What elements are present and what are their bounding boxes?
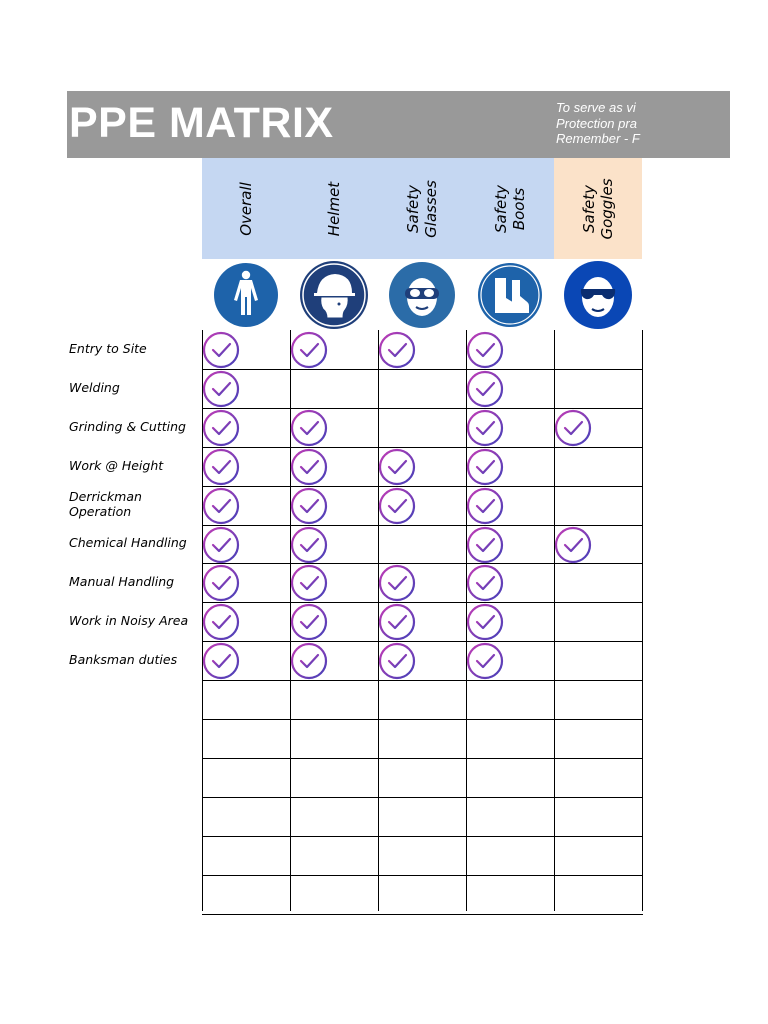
- row-label: Manual Handling: [69, 574, 175, 589]
- check-mark-icon: [466, 642, 504, 680]
- banner-note: [556, 100, 642, 147]
- check-mark-icon: [378, 564, 416, 602]
- check-mark-icon: [554, 409, 592, 447]
- check-mark-icon: [290, 642, 328, 680]
- row-label: Work @ Height: [69, 458, 164, 473]
- row-label: Derrickman Operation: [69, 489, 142, 519]
- grid-row-divider: [202, 680, 643, 681]
- title-banner: [67, 91, 730, 158]
- check-mark-icon: [202, 448, 240, 486]
- check-mark-icon: [202, 487, 240, 525]
- check-mark-icon: [466, 564, 504, 602]
- check-mark-icon: [290, 487, 328, 525]
- column-header-label: Safety Boots: [492, 184, 528, 233]
- check-mark-icon: [466, 448, 504, 486]
- column-header-safety-goggles: [554, 158, 642, 259]
- check-mark-icon: [290, 448, 328, 486]
- check-mark-icon: [290, 603, 328, 641]
- row-label: Grinding & Cutting: [69, 419, 186, 434]
- check-mark-icon: [290, 564, 328, 602]
- row-label: Entry to Site: [69, 341, 147, 356]
- check-mark-icon: [290, 331, 328, 369]
- check-mark-icon: [466, 603, 504, 641]
- column-header-label: Safety Glasses: [404, 179, 440, 238]
- grid-row-divider: [202, 641, 643, 642]
- check-mark-icon: [378, 331, 416, 369]
- check-mark-icon: [202, 409, 240, 447]
- check-mark-icon: [466, 487, 504, 525]
- check-mark-icon: [290, 409, 328, 447]
- column-header-label: Helmet: [325, 181, 343, 236]
- banner-note-line: Remember - F: [556, 131, 640, 146]
- grid-row-divider: [202, 602, 643, 603]
- column-icon-cell: [290, 259, 378, 331]
- grid-row-divider: [202, 914, 643, 915]
- grid-row-divider: [202, 447, 643, 448]
- grid-row-divider: [202, 369, 643, 370]
- check-mark-icon: [378, 487, 416, 525]
- column-header-helmet: [290, 158, 378, 259]
- check-mark-icon: [554, 526, 592, 564]
- grid-row-divider: [202, 836, 643, 837]
- grid-column-divider: [642, 330, 643, 911]
- check-mark-icon: [202, 331, 240, 369]
- grid-row-divider: [202, 486, 643, 487]
- page-title: PPE MATRIX: [69, 99, 334, 147]
- check-mark-icon: [466, 526, 504, 564]
- banner-note-line: Protection pra: [556, 115, 637, 131]
- column-icon-cell: [202, 259, 290, 331]
- row-label: Work in Noisy Area: [69, 613, 189, 628]
- check-mark-icon: [466, 331, 504, 369]
- check-mark-icon: [202, 526, 240, 564]
- column-icon-cell: [378, 259, 466, 331]
- column-header-safety-boots: [466, 158, 554, 259]
- row-label: Banksman duties: [69, 652, 178, 667]
- column-header-label: Overall: [237, 181, 255, 236]
- column-header-label: Safety Goggles: [580, 177, 616, 240]
- column-icon-cell: [554, 259, 642, 331]
- grid-row-divider: [202, 875, 643, 876]
- banner-note-line: To serve as vi: [556, 100, 636, 115]
- row-label: Chemical Handling: [69, 535, 187, 550]
- check-mark-icon: [378, 603, 416, 641]
- grid-row-divider: [202, 758, 643, 759]
- column-header-safety-glasses: [378, 158, 466, 259]
- check-mark-icon: [202, 642, 240, 680]
- grid-row-divider: [202, 719, 643, 720]
- check-mark-icon: [290, 526, 328, 564]
- column-header-overall: [202, 158, 290, 259]
- check-mark-icon: [202, 370, 240, 408]
- row-label: Welding: [69, 380, 120, 395]
- check-mark-icon: [378, 642, 416, 680]
- check-mark-icon: [466, 409, 504, 447]
- check-mark-icon: [202, 564, 240, 602]
- column-icon-cell: [466, 259, 554, 331]
- check-mark-icon: [202, 603, 240, 641]
- check-mark-icon: [466, 370, 504, 408]
- check-mark-icon: [378, 448, 416, 486]
- grid-row-divider: [202, 797, 643, 798]
